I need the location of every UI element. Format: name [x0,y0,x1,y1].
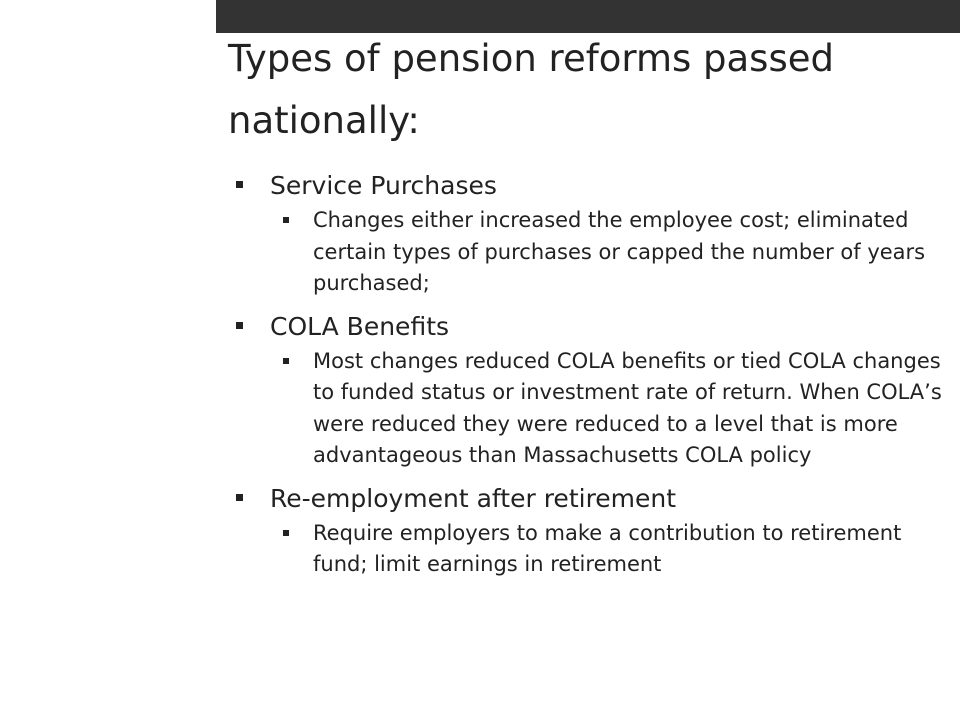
square-bullet-icon [236,181,243,188]
sub-bullet-list [270,346,952,472]
bullet-item-service-purchases [236,167,952,300]
sub-bullet-item [270,205,952,300]
bullet-label: Service Purchases [270,171,497,200]
sub-bullet-text: Changes either increased the employee cost; eliminated certain types of purchases or capped the number of years purchased; [313,208,926,295]
square-bullet-icon [236,494,243,501]
bullet-list [236,167,952,589]
bullet-label: Re-employment after retirement [270,483,677,513]
sub-bullet-list [270,518,952,581]
sub-bullet-text: Most changes reduced COLA benefits or tied COLA changes to funded status or investment rate of return. When COLA’s were reduced they were reduced to a level that is more advantageous than Massachusetts COLA policy [313,348,942,467]
sub-bullet-list [270,205,952,300]
square-bullet-icon [283,217,289,223]
sub-bullet-item [270,518,952,581]
sub-bullet-item [270,346,952,472]
sub-bullet-text: Require employers to make a contribution to retirement fund; limit earnings in retirement [313,520,902,576]
slide-title: Types of pension reforms passed nationally: [228,37,834,142]
bullet-label: COLA Benefits [270,311,450,341]
square-bullet-icon [283,530,289,536]
square-bullet-icon [236,322,243,329]
bullet-item-re-employment [236,480,952,581]
square-bullet-icon [283,358,289,364]
bullet-item-cola-benefits [236,308,952,472]
